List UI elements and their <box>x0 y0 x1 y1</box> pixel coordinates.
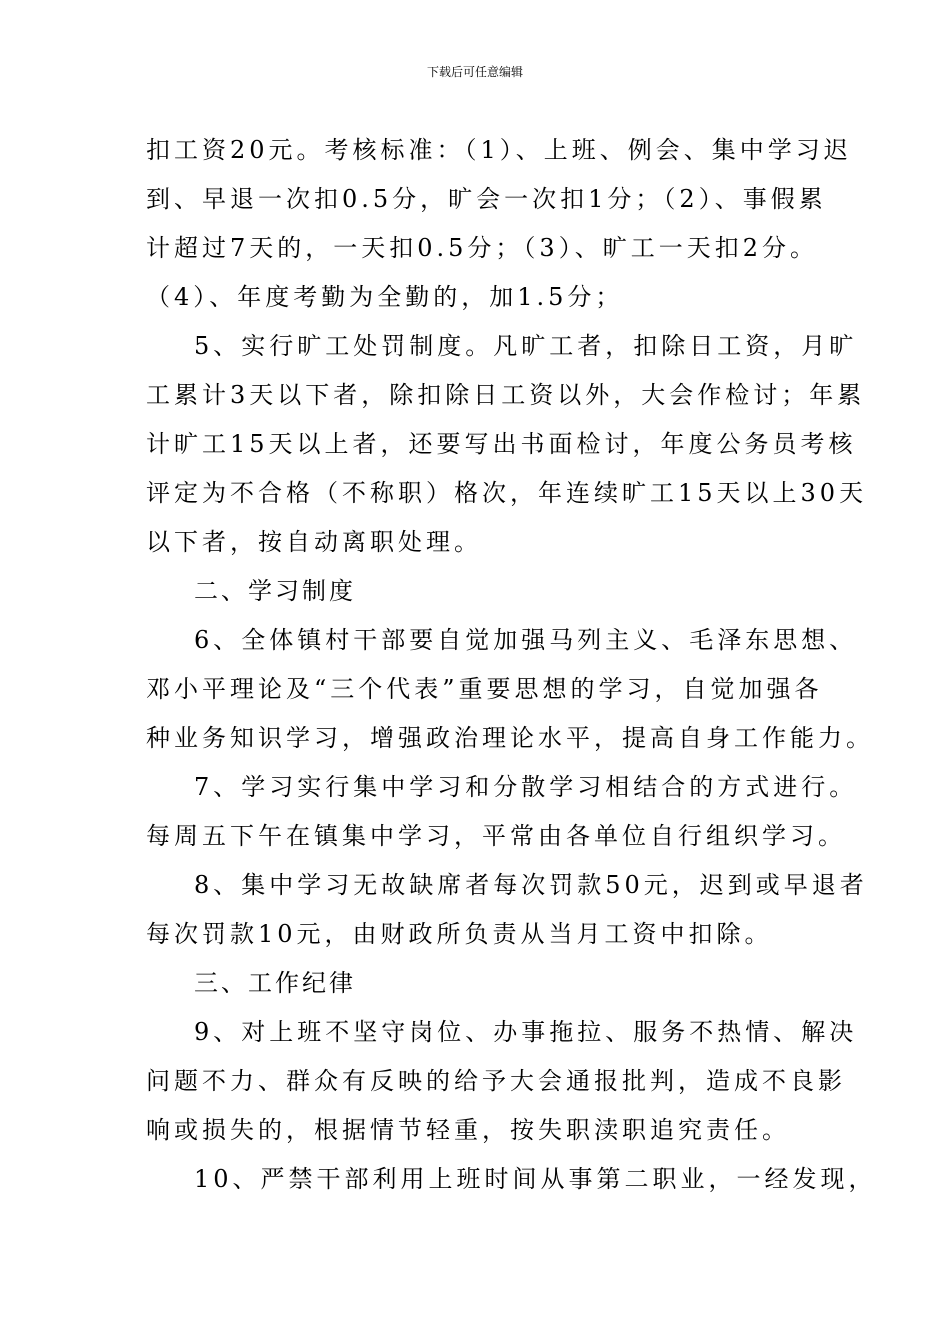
text-line: 计超过7天的，一天扣0.5分；（3）、旷工一天扣2分。 <box>146 234 818 262</box>
text-line: （4）、年度考勤为全勤的，加1.5分； <box>146 283 624 311</box>
text-line: 问题不力、群众有反映的给予大会通报批判，造成不良影 <box>146 1067 846 1095</box>
section-heading-discipline: 三、工作纪律 <box>194 969 356 997</box>
paragraph-start-10: 10、严禁干部利用上班时间从事第二职业，一经发现， <box>194 1165 877 1193</box>
paragraph-start-8: 8、集中学习无故缺席者每次罚款50元，迟到或早退者 <box>194 871 868 899</box>
text-line: 到、早退一次扣0.5分，旷会一次扣1分；（2）、事假累 <box>146 185 827 213</box>
text-line: 每次罚款10元，由财政所负责从当月工资中扣除。 <box>146 920 773 948</box>
text-line: 以下者，按自动离职处理。 <box>146 528 482 556</box>
text-line: 扣工资20元。考核标准：（1）、上班、例会、集中学习迟 <box>146 136 852 164</box>
text-line: 工累计3天以下者，除扣除日工资以外，大会作检讨；年累 <box>146 381 866 409</box>
paragraph-start-7: 7、学习实行集中学习和分散学习相结合的方式进行。 <box>194 773 858 801</box>
text-line: 邓小平理论及“三个代表”重要思想的学习，自觉加强各 <box>146 675 823 703</box>
text-line: 计旷工15天以上者，还要写出书面检讨，年度公务员考核 <box>146 430 857 458</box>
text-line: 评定为不合格（不称职）格次，年连续旷工15天以上30天 <box>146 479 868 507</box>
text-line: 每周五下午在镇集中学习，平常由各单位自行组织学习。 <box>146 822 846 850</box>
paragraph-start-5: 5、实行旷工处罚制度。凡旷工者，扣除日工资，月旷 <box>194 332 858 360</box>
text-line: 响或损失的，根据情节轻重，按失职渎职追究责任。 <box>146 1116 790 1144</box>
text-line: 种业务知识学习，增强政治理论水平，提高自身工作能力。 <box>146 724 874 752</box>
page-header: 下载后可任意编辑 <box>426 65 523 79</box>
section-heading-study: 二、学习制度 <box>194 577 356 605</box>
document-body <box>146 126 877 1204</box>
paragraph-start-9: 9、对上班不坚守岗位、办事拖拉、服务不热情、解决 <box>194 1018 858 1046</box>
paragraph-start-6: 6、全体镇村干部要自觉加强马列主义、毛泽东思想、 <box>194 626 858 654</box>
